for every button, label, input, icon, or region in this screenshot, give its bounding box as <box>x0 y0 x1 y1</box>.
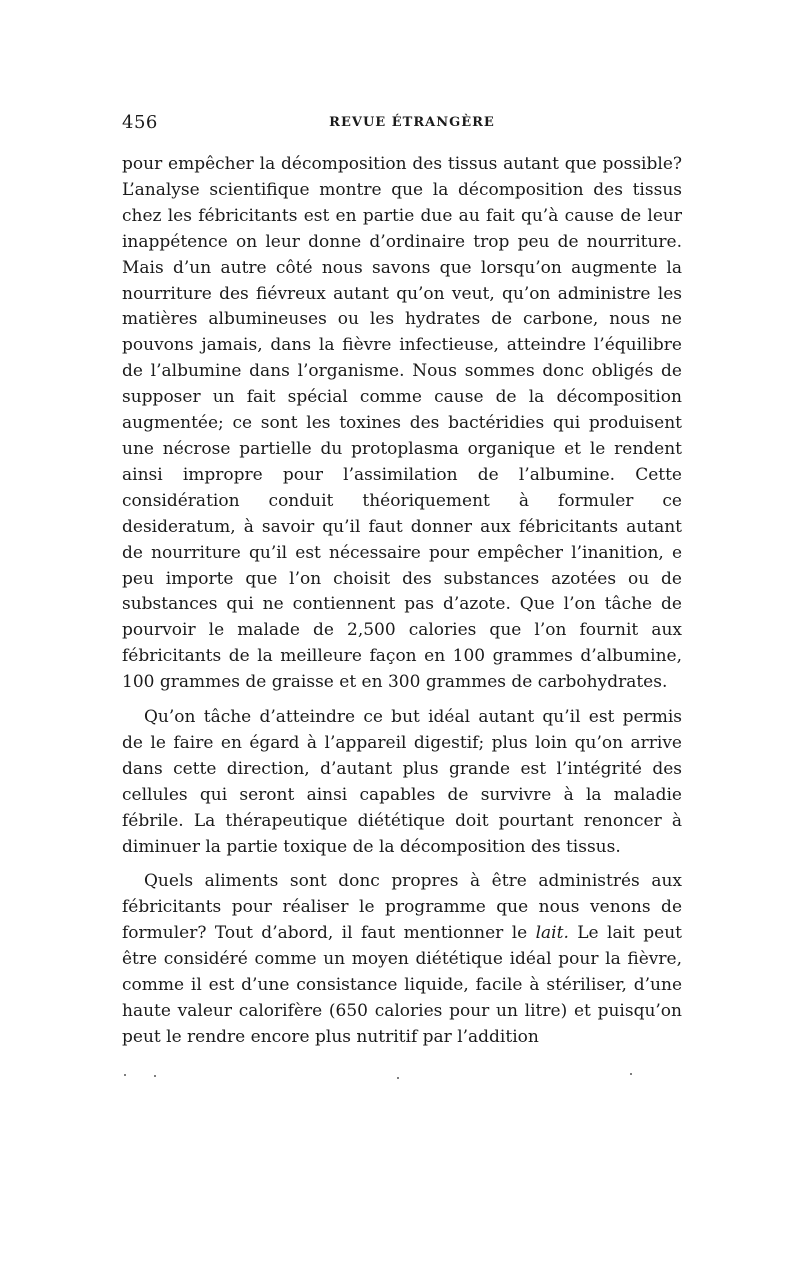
running-title: REVUE ÉTRANGÈRE <box>329 115 495 130</box>
speck <box>630 1073 632 1075</box>
print-specks <box>122 1072 682 1082</box>
paragraph-3-text-start: Quels aliments sont donc propres à être administrés aux fébricitants pour réaliser le programme que nous venons de formuler? Tout d’abord, il faut mentionner le <box>122 871 682 944</box>
paragraph-3-text-end: Le lait peut être considéré comme un moyen diététique idéal pour la fièvre, comme il est d’une consistance liquide, facile à stériliser, d’une haute valeur calorifère (650 calories pour un litre) et puisqu’on peut le rendre encore plus nutritif par l’addition <box>122 923 682 1047</box>
speck <box>124 1074 126 1076</box>
paragraph-3 <box>122 869 682 1050</box>
paragraph-2: Qu’on tâche d’atteindre ce but idéal autant qu’il est permis de le faire en égard à l’appareil digestif; plus loin qu’on arrive dans cette direction, d’autant plus grande est l’intégrité des cellules qui seront ainsi capables de survivre à la maladie fébrile. La thérapeutique diététique doit pourtant renoncer à diminuer la partie toxique de la décomposition des tissus. <box>122 707 682 857</box>
page-number: 456 <box>122 112 158 133</box>
body-text <box>122 152 682 1051</box>
speck <box>154 1075 156 1077</box>
paragraph-1: pour empêcher la décomposition des tissus autant que possible? L’analyse scientifique montre que la décomposition des tissus chez les fébricitants est en partie due au fait qu’à cause de leur inappétence on leur donne d’ordinaire trop peu de nourriture. Mais d’un autre côté nous savons que lorsqu’on augmente la nourriture des fiévreux autant qu’on veut, qu’on administre les matières albumineuses ou les hydrates de carbone, nous ne pouvons jamais, dans la fièvre infectieuse, atteindre l’équilibre de l’albumine dans l’organisme. Nous sommes donc obligés de supposer un fait spécial comme cause de la décomposition augmentée; ce sont les toxines des bactéridies qui produisent une nécrose partielle du protoplasma organique et le rendent ainsi impropre pour l’assimilation de l’albumine. Cette considération conduit théoriquement à formuler ce desideratum, à savoir qu’il faut donner aux fébricitants autant de nourriture qu’il est nécessaire pour empêcher l’inanition, e peu importe que l’on choisit des substances azotées ou de substances qui ne contiennent pas d’azote. Que l’on tâche de pourvoir le malade de 2,500 calories que l’on fournit aux fébricitants de la meilleure façon en 100 grammes d’albumine, 100 grammes de graisse et en 300 grammes de carbohydrates. <box>122 154 682 693</box>
speck <box>397 1077 399 1079</box>
page-header <box>122 112 682 138</box>
paragraph-3-emphasis: lait. <box>535 923 569 944</box>
